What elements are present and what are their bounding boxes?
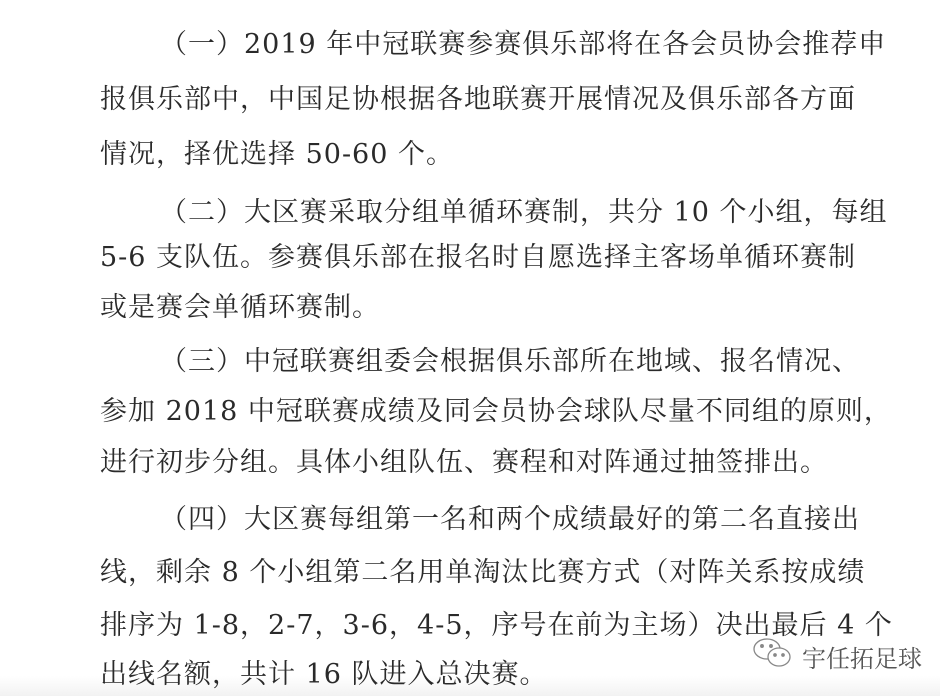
text-line: 或是赛会单循环赛制。 [100,292,380,323]
watermark [752,636,922,676]
text-line: （三）中冠联赛组委会根据俱乐部所在地域、报名情况、 [160,346,860,377]
text-line: （二）大区赛采取分组单循环赛制，共分 10 个小组，每组 [160,197,888,228]
text-line: 报俱乐部中，中国足协根据各地联赛开展情况及俱乐部各方面 [100,84,856,115]
text-line: 出线名额，共计 16 队进入总决赛。 [100,659,548,690]
text-line: 排序为 1-8，2-7，3-6，4-5，序号在前为主场）决出最后 4 个 [100,610,893,641]
text-line: 线，剩余 8 个小组第二名用单淘汰比赛方式（对阵关系按成绩 [100,557,866,588]
watermark-text: 宇任拓足球 [802,644,922,673]
text-line: 5-6 支队伍。参赛俱乐部在报名时自愿选择主客场单循环赛制 [100,242,857,273]
wechat-icon [752,636,794,676]
text-line: 参加 2018 中冠联赛成绩及同会员协会球队尽量不同组的原则， [100,396,892,427]
text-line: 进行初步分组。具体小组队伍、赛程和对阵通过抽签排出。 [100,447,828,478]
text-line: 情况，择优选择 50-60 个。 [100,139,455,170]
text-line: （一）2019 年中冠联赛参赛俱乐部将在各会员协会推荐申 [160,29,887,60]
text-line: （四）大区赛每组第一名和两个成绩最好的第二名直接出 [160,504,860,535]
